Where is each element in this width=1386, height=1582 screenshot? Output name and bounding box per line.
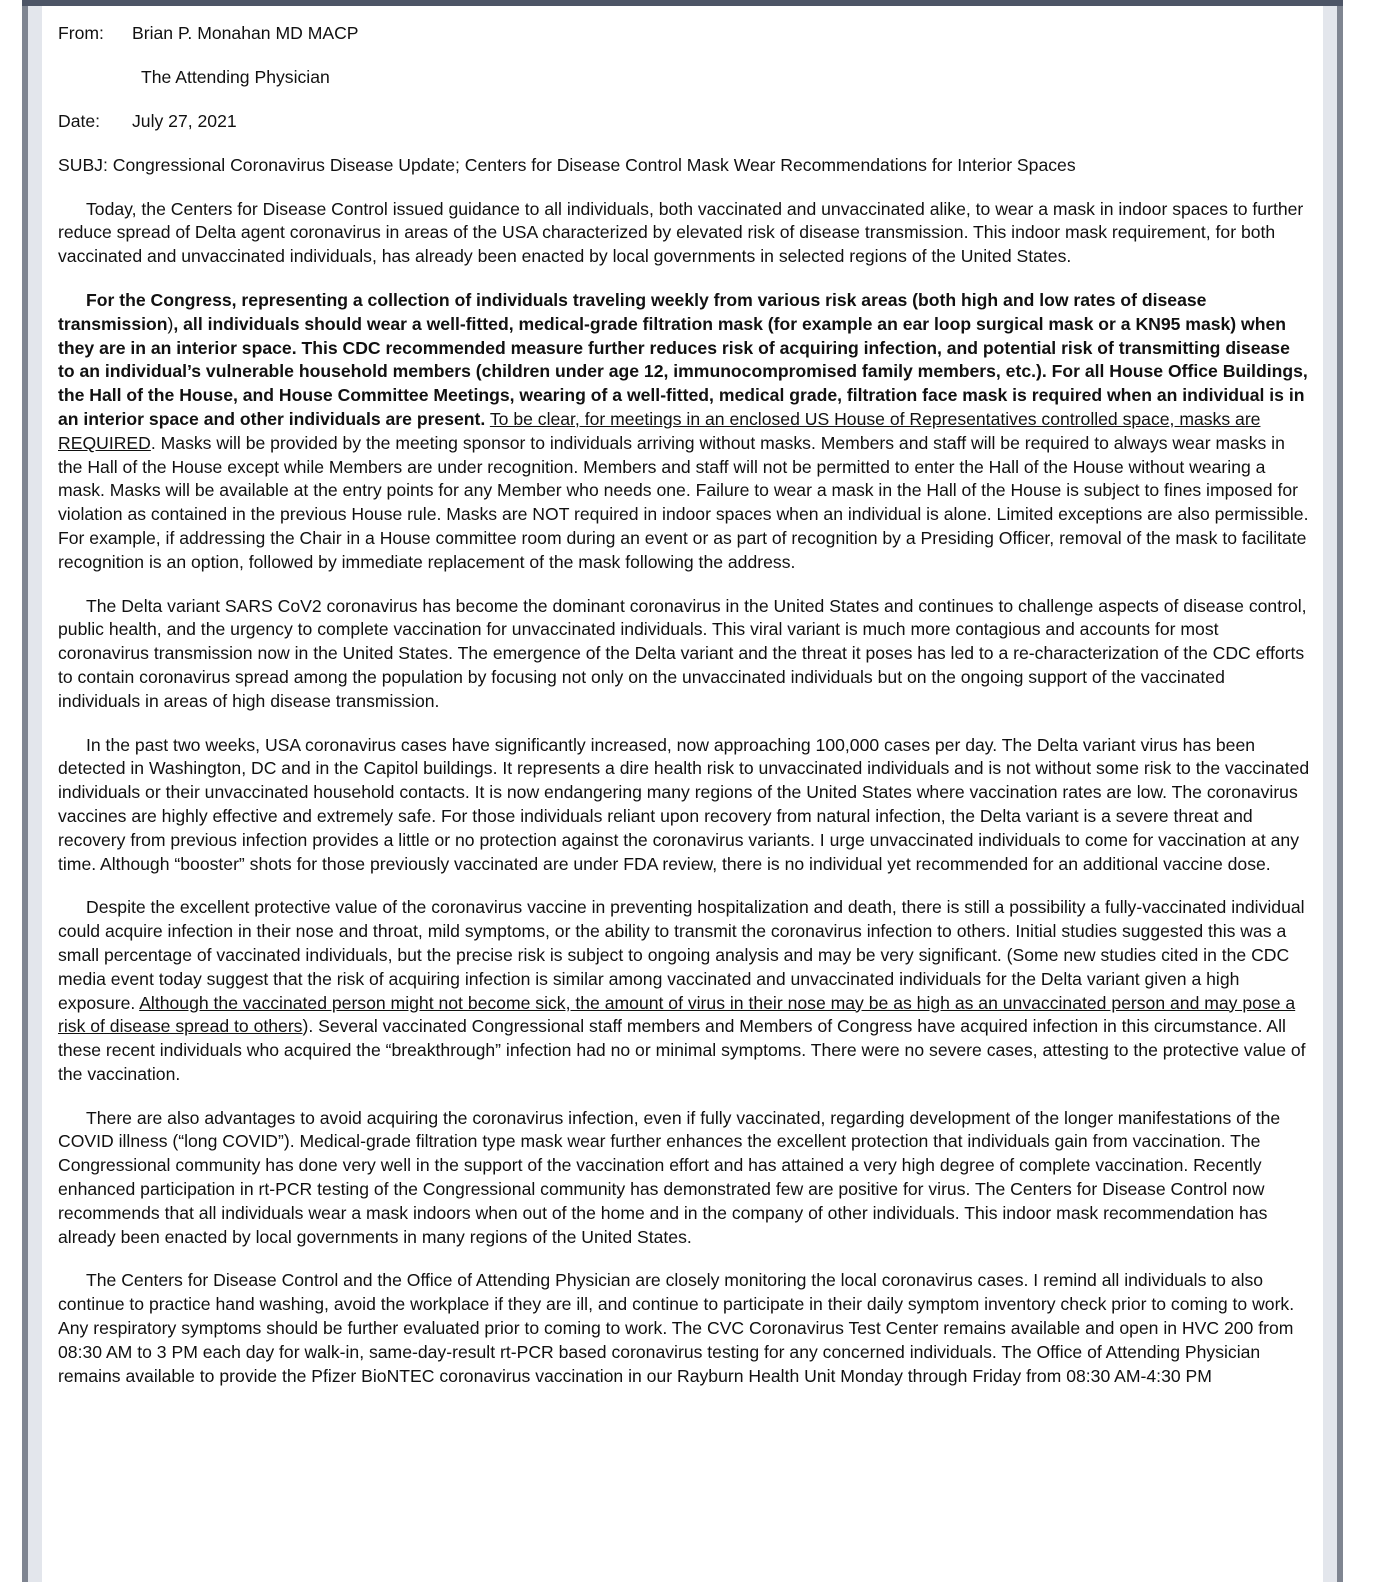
viewer-frame-right xyxy=(1337,0,1343,1582)
from-title: The Attending Physician xyxy=(141,67,330,87)
paragraph-monitoring-testing: The Centers for Disease Control and the Office of Attending Physician are closely monitoring the local coronavirus cases. I remind all individuals to also continue to practice hand washing, avoid the workplace if they are ill, and continue to participate in their daily symptom inventory check prior to coming to work. Any respiratory symptoms should be further evaluated prior to coming to work. The CVC Coronavirus Test Center remains available and open in HVC 200 from 08:30 AM to 3 PM each day for walk-in, same-day-result rt-PCR based coronavirus testing for any concerned individuals. The Office of Attending Physician remains available to provide the Pfizer BioNTEC coronavirus vaccination in our Rayburn Health Unit Monday through Friday from 08:30 AM-4:30 PM xyxy=(58,1270,1295,1386)
memo-content xyxy=(58,22,1310,1388)
required-emphasis: REQUIRED xyxy=(58,432,151,453)
closing-paren: ) xyxy=(167,313,174,334)
mask-policy-details: . Masks will be provided by the meeting sponsor to individuals arriving without masks. Members and staff will be required to always wear masks in the Hall of the House except while Members are under recognition. Members and staff will not be permitted to enter the Hall of the House without wearing a mask. Masks will be available at the entry points for any Member who needs one. Failure to wear a mask in the Hall of the House is subject to fines imposed for violation as contained in the previous House rule. Masks are NOT required in indoor spaces when an individual is alone. Limited exceptions are also permissible. For example, if addressing the Chair in a House committee room during an event or as part of recognition by a Presiding Officer, removal of the mask to facilitate recognition is an option, followed by immediate replacement of the mask following the address. xyxy=(58,432,1309,572)
paragraph-cdc-guidance: Today, the Centers for Disease Control issued guidance to all individuals, both vaccinated and unvaccinated alike, to wear a mask in indoor spaces to further reduce spread of Delta agent coronavirus in areas of the USA characterized by elevated risk of disease transmission. This indoor mask requirement, for both vaccinated and unvaccinated individuals, has already been enacted by local governments in selected regions of the United States. xyxy=(58,198,1304,267)
date-line xyxy=(58,110,1310,134)
mask-policy-underlined: To be clear, for meetings in an enclosed US House of Representatives controlled space, masks are xyxy=(489,408,1261,429)
mask-policy-bold-intro: For the Congress, representing a collection of individuals traveling weekly from various risk areas (both high and low rates of disease transmission xyxy=(58,289,1207,334)
mask-policy-bold-body: , all individuals should wear a well-fitted, medical-grade filtration mask (for example an ear loop surgical mask or a KN95 mask) when they are in an interior space. This CDC recommended measure further reduces risk of acquiring infection, and potential risk of transmitting disease to an individual’s vulnerable household members (children under age 12, immunocompromised family members, etc.). For all House Office Buildings, the Hall of the House, and House Committee Meetings, wearing of a well-fitted, medical grade, filtration face mask is required when an individual is in an interior space and other individuals are present. xyxy=(58,313,1308,429)
paragraph-case-increase: In the past two weeks, USA coronavirus cases have significantly increased, now approaching 100,000 cases per day. The Delta variant virus has been detected in Washington, DC and in the Capitol buildings. It represents a dire health risk to unvaccinated individuals and is not without some risk to the vaccinated individuals or their unvaccinated household contacts. It is now endangering many regions of the United States where vaccination rates are low. The coronavirus vaccines are highly effective and extremely safe. For those individuals reliant upon recovery from natural infection, the Delta variant is a severe threat and recovery from previous infection provides a little or no protection against the coronavirus variants. I urge unvaccinated individuals to come for vaccination at any time. Although “booster” shots for those previously vaccinated are under FDA review, there is no individual yet recommended for an additional vaccine dose. xyxy=(58,734,1310,874)
breakthrough-conclusion: ). Several vaccinated Congressional staff members and Members of Congress have acquired infection in this circumstance. All these recent individuals who acquired the “breakthrough” infection had no or minimal symptoms. There were no severe cases, attesting to the protective value of the vaccination. xyxy=(58,1016,1306,1084)
from-label: From: xyxy=(58,23,104,43)
date-value: July 27, 2021 xyxy=(132,110,237,131)
breakthrough-intro: Despite the excellent protective value of the coronavirus vaccine in preventing hospitalization and death, there is still a possibility a fully-vaccinated individual could acquire infection in their nose and throat, mild symptoms, or the ability to transmit the coronavirus infection to others. Initial studies suggested this was a small percentage of vaccinated individuals, but the precise risk is subject to ongoing analysis and may be very significant. (Some new studies cited in the CDC media event today suggest that the risk of acquiring infection is similar among vaccinated and unvaccinated individuals for the Delta variant given a high exposure. xyxy=(58,897,1305,1013)
viewer-margin-left xyxy=(28,0,42,1582)
from-line xyxy=(58,22,1310,46)
date-label: Date: xyxy=(58,110,101,131)
breakthrough-underlined: Although the vaccinated person might not become sick, the amount of virus in their nose may be as high as an unvaccinated person and may pose a risk of disease spread to others xyxy=(58,992,1296,1037)
viewer-margin-right xyxy=(1323,0,1337,1582)
paragraph-breakthrough-infection xyxy=(58,896,1310,1086)
paragraph-delta-variant: The Delta variant SARS CoV2 coronavirus has become the dominant coronavirus in the United States and continues to challenge aspects of disease control, public health, and the urgency to complete vaccination for unvaccinated individuals. This viral variant is much more contagious and accounts for most coronavirus transmission now in the United States. The emergence of the Delta variant and the threat it poses has led to a re-characterization of the CDC efforts to contain coronavirus spread among the population by focusing not only on the unvaccinated individuals but on the ongoing support of the vaccinated individuals in areas of high disease transmission. xyxy=(58,595,1307,711)
from-name: Brian P. Monahan MD MACP xyxy=(132,23,359,43)
paragraph-congress-mask-requirement xyxy=(58,289,1310,575)
paragraph-long-covid: There are also advantages to avoid acquiring the coronavirus infection, even if fully vaccinated, regarding development of the longer manifestations of the COVID illness (“long COVID”). Medical-grade filtration type mask wear further enhances the excellent protection that individuals gain from vaccination. The Congressional community has done very well in the support of the vaccination effort and has attained a very high degree of complete vaccination. Recently enhanced participation in rt-PCR testing of the Congressional community has demonstrated few are positive for virus. The Centers for Disease Control now recommends that all individuals wear a mask indoors when out of the home and in the company of other individuals. This indoor mask recommendation has already been enacted by local governments in many regions of the United States. xyxy=(58,1107,1281,1247)
subject-line: SUBJ: Congressional Coronavirus Disease Update; Centers for Disease Control Mask Wear Recommendations for Interior Spaces xyxy=(58,154,1076,175)
